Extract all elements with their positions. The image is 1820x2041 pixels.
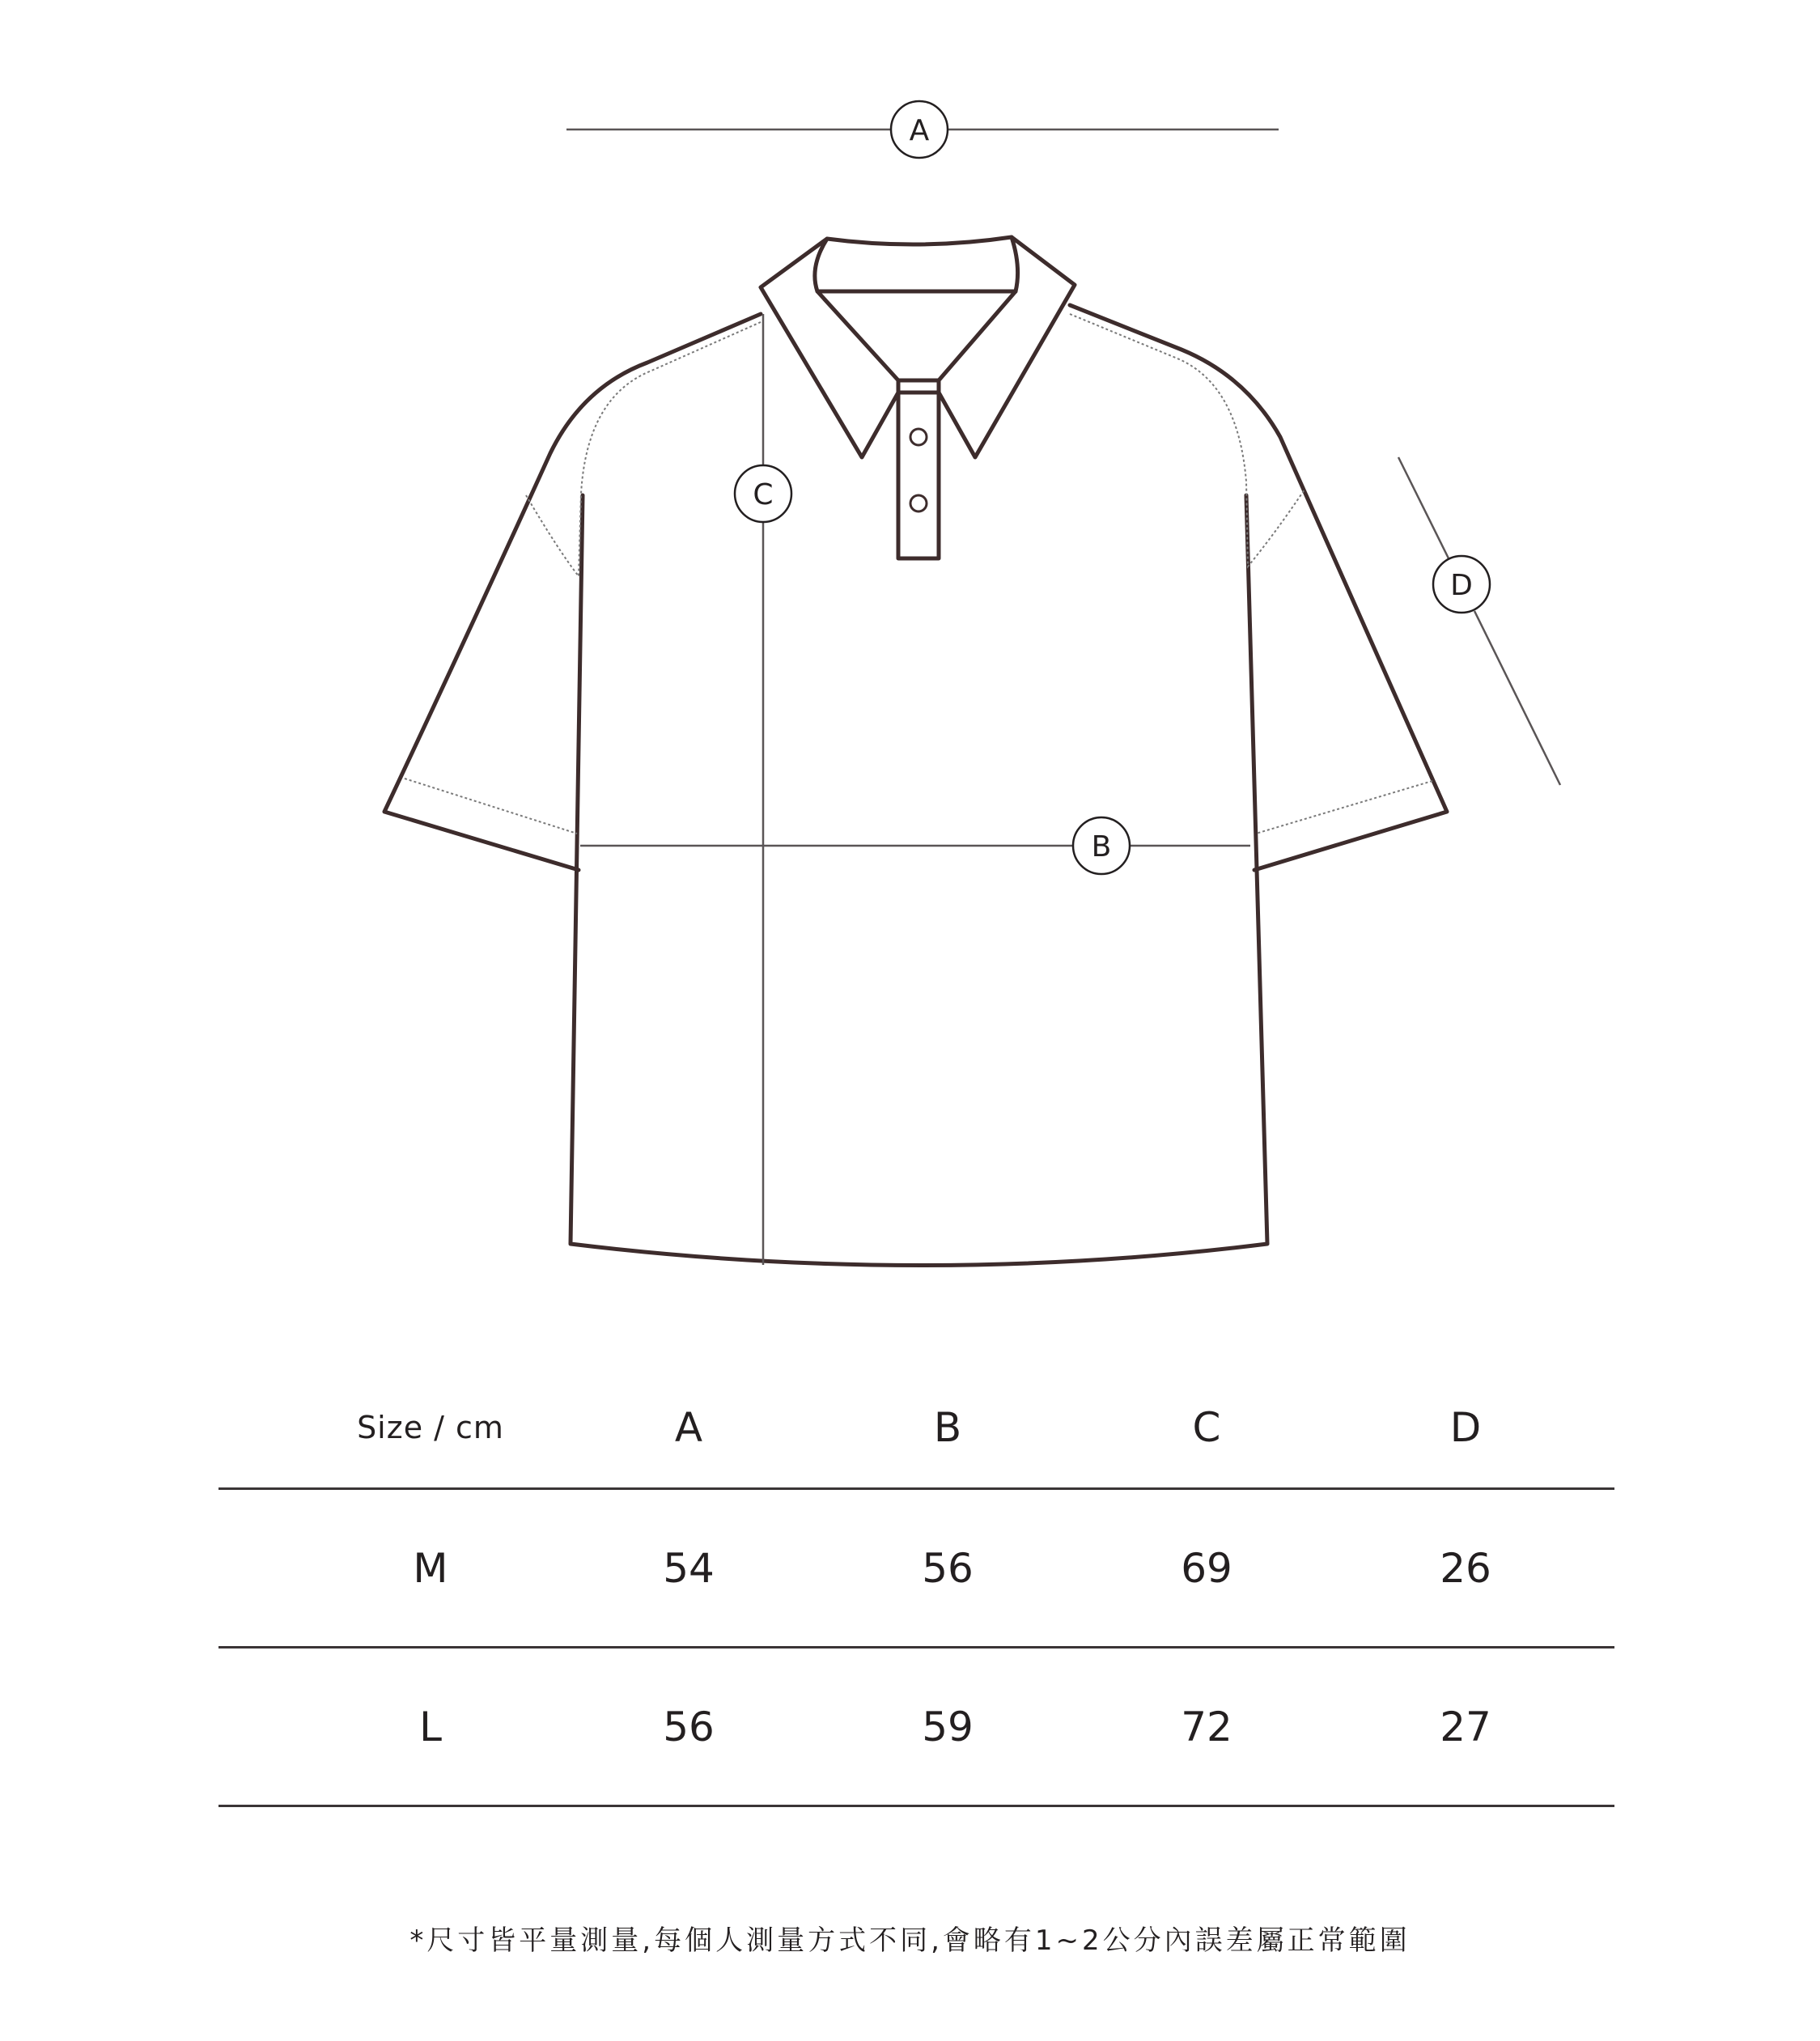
row-m-size: M xyxy=(413,1544,448,1592)
row-m-c: 69 xyxy=(1181,1544,1232,1592)
marker-c-label: C xyxy=(753,478,774,511)
marker-c xyxy=(735,465,791,522)
row-l-a: 56 xyxy=(663,1703,715,1750)
measurement-footnote: *尺寸皆平量測量,每個人測量方式不同,會略有1~2公分內誤差屬正常範圍 xyxy=(409,1924,1411,1957)
row-m-d: 26 xyxy=(1440,1544,1491,1592)
header-col-b: B xyxy=(933,1404,962,1451)
row-m-a: 54 xyxy=(663,1544,715,1592)
row-l-b: 59 xyxy=(922,1703,974,1750)
header-col-a: A xyxy=(674,1404,703,1451)
collar-outline xyxy=(761,237,1075,457)
guide-line-d-top xyxy=(1398,457,1449,558)
right-sleeve-outline xyxy=(1070,305,1447,870)
marker-a-label: A xyxy=(909,114,930,147)
measurement-guides xyxy=(566,129,1560,1265)
marker-d-label: D xyxy=(1450,569,1473,602)
marker-d xyxy=(1433,556,1490,613)
size-table xyxy=(218,1368,1614,1807)
header-col-c: C xyxy=(1192,1404,1221,1451)
header-size-unit: Size / cm xyxy=(357,1410,504,1445)
left-shoulder-seam xyxy=(526,322,761,576)
row-l-c: 72 xyxy=(1181,1703,1232,1750)
row-l-size: L xyxy=(419,1703,442,1750)
shirt-outline xyxy=(384,237,1447,1266)
table-header-row xyxy=(218,1368,1614,1490)
button-upper xyxy=(910,429,927,445)
guide-line-d-bottom xyxy=(1474,611,1560,785)
placket xyxy=(898,380,939,558)
row-l-d: 27 xyxy=(1440,1703,1491,1750)
shirt-body-outline xyxy=(571,495,1267,1266)
placket-buttons xyxy=(910,429,927,511)
row-m-b: 56 xyxy=(922,1544,974,1592)
button-lower xyxy=(910,495,927,511)
marker-b-label: B xyxy=(1091,830,1112,864)
marker-b xyxy=(1073,817,1130,874)
collar-v-lines xyxy=(817,291,1016,380)
marker-a xyxy=(891,101,948,158)
table-row-m xyxy=(218,1490,1614,1648)
table-row-l xyxy=(218,1648,1614,1807)
header-col-d: D xyxy=(1449,1404,1482,1451)
left-sleeve-outline xyxy=(384,314,761,870)
